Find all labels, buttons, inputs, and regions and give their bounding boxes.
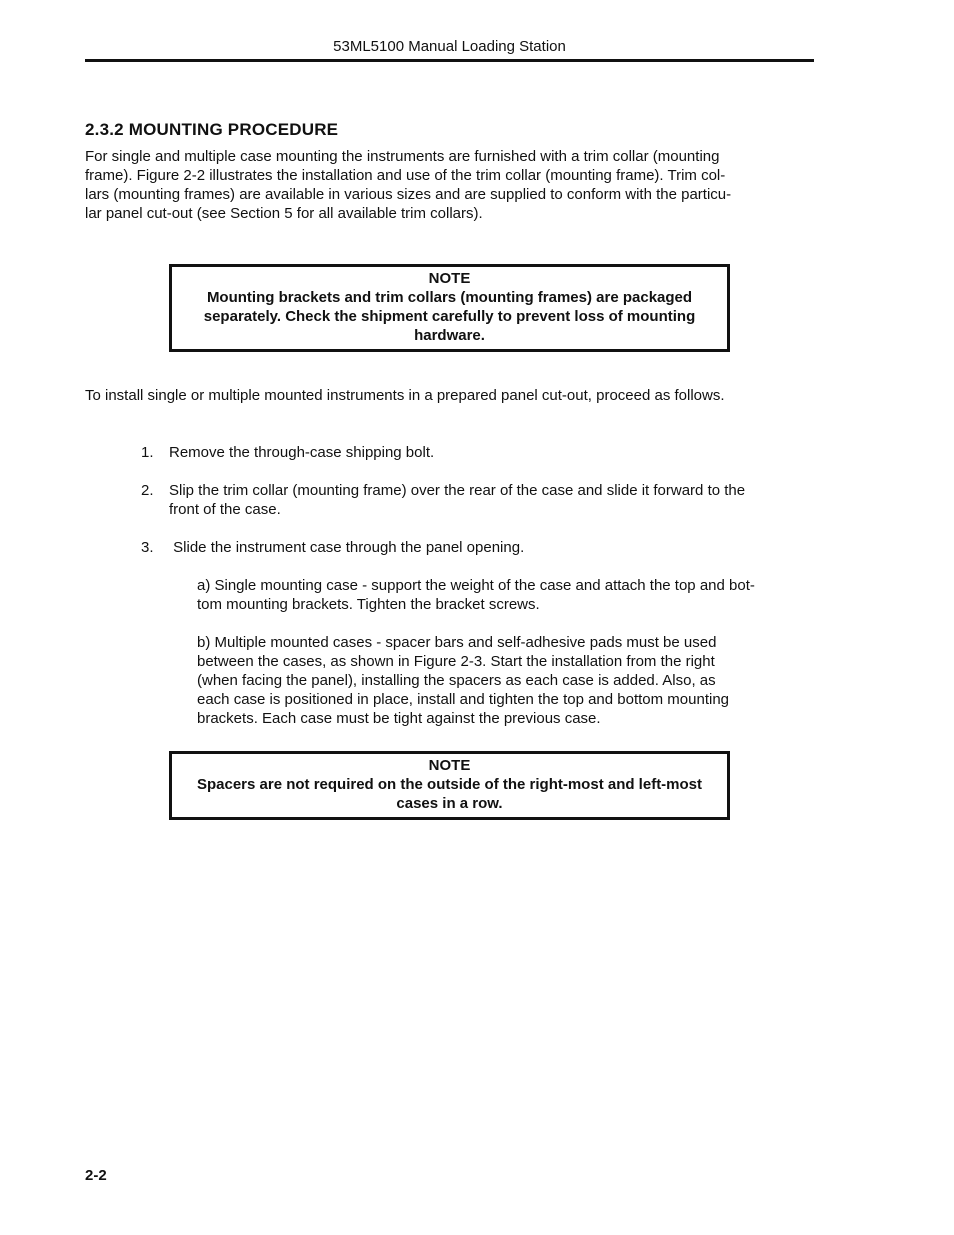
step-text — [169, 443, 814, 462]
intro-line: lars (mounting frames) are available in various sizes and are supplied to conform with the particu- — [85, 186, 732, 203]
intro-paragraph — [85, 147, 814, 223]
step-line: Slide the instrument case through the panel opening. — [169, 539, 525, 556]
step-line: Slip the trim collar (mounting frame) over the rear of the case and slide it forward to the — [169, 482, 746, 499]
intro-line: For single and multiple case mounting the instruments are furnished with a trim collar (mounting — [85, 148, 720, 165]
step-number: 2. — [141, 482, 154, 499]
substep-line: b) Multiple mounted cases - spacer bars and self-adhesive pads must be used — [197, 634, 717, 651]
substep-b — [197, 633, 817, 728]
substep-line: between the cases, as shown in Figure 2-3. Start the installation from the right — [197, 653, 715, 670]
step-line: Remove the through-case shipping bolt. — [169, 444, 435, 461]
page-number: 2-2 — [85, 1167, 107, 1184]
note-box-spacers — [169, 751, 730, 820]
section-title: 2.3.2 MOUNTING PROCEDURE — [85, 120, 339, 139]
note-line: separately. Check the shipment carefully to prevent loss of mounting — [203, 308, 696, 325]
substep-line: tom mounting brackets. Tighten the bracket screws. — [197, 596, 540, 613]
intro-line: lar panel cut-out (see Section 5 for all available trim collars). — [85, 205, 483, 222]
lead-paragraph: To install single or multiple mounted instruments in a prepared panel cut-out, proceed as follows. — [85, 387, 725, 404]
note-line: hardware. — [414, 327, 485, 344]
substep-line: brackets. Each case must be tight against the previous case. — [197, 710, 601, 727]
note-line: cases in a row. — [396, 795, 503, 812]
header-rule — [85, 59, 814, 62]
step-number: 1. — [141, 444, 154, 461]
substep-a — [197, 576, 817, 614]
step-number: 3. — [141, 539, 154, 556]
note-heading: NOTE — [428, 270, 471, 287]
note-line: Spacers are not required on the outside of the right-most and left-most — [196, 776, 703, 793]
note-box-packaging — [169, 264, 730, 352]
intro-line: frame). Figure 2-2 illustrates the installation and use of the trim collar (mounting frame). Trim col- — [85, 167, 726, 184]
note-heading: NOTE — [428, 757, 471, 774]
substep-line: (when facing the panel), installing the spacers as each case is added. Also, as — [197, 672, 716, 689]
note-line: Mounting brackets and trim collars (mounting frames) are packaged — [206, 289, 693, 306]
step-line: front of the case. — [169, 501, 281, 518]
substep-line: a) Single mounting case - support the weight of the case and attach the top and bot- — [197, 577, 755, 594]
running-header: 53ML5100 Manual Loading Station — [333, 38, 566, 55]
step-text — [169, 538, 814, 557]
step-text — [169, 481, 814, 519]
substep-line: each case is positioned in place, install and tighten the top and bottom mounting — [197, 691, 730, 708]
